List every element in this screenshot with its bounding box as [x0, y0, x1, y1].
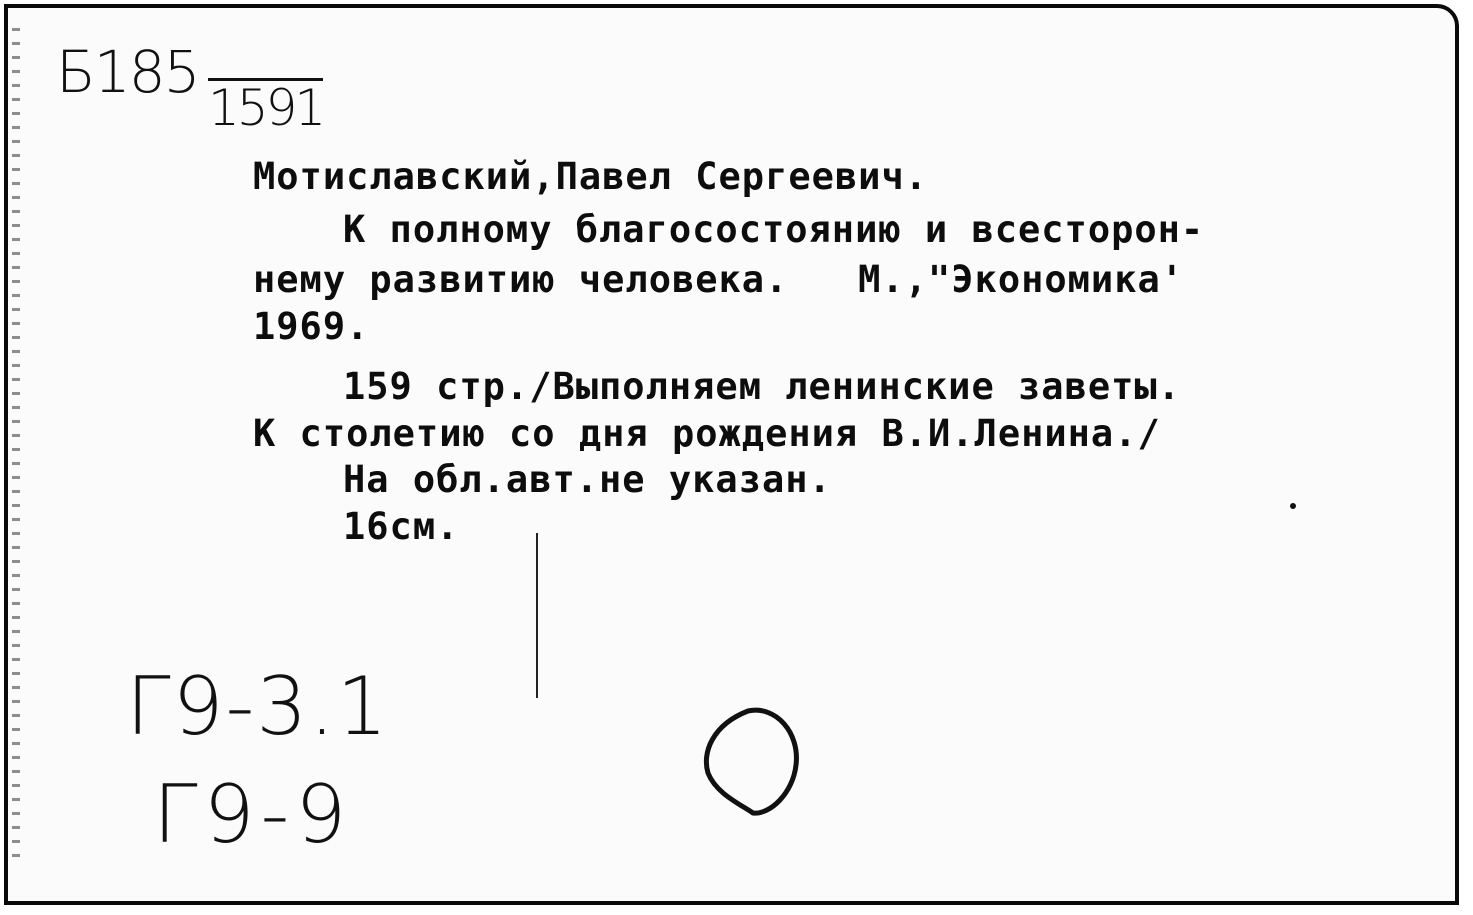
note-line: На обл.авт.не указан. — [343, 458, 832, 501]
catalog-card — [4, 4, 1459, 905]
year-line: 1969. — [253, 305, 370, 348]
pencil-vertical-line — [536, 533, 538, 698]
card-edge-perforation — [12, 28, 20, 858]
series-line-2: К столетию со дня рождения В.И.Ленина./ — [253, 412, 1161, 455]
ink-speck — [1290, 503, 1296, 509]
classification-mark-2: Г9-9 — [153, 768, 353, 861]
author-line: Мотиславский,Павел Сергеевич. — [253, 155, 929, 198]
pages-series-line: 159 стр./Выполняем ленинские заветы. — [343, 365, 1181, 408]
shelf-mark-primary: Б185 — [56, 38, 199, 106]
classification-mark-1: Г9-3.1 — [126, 660, 390, 753]
title-line-2: нему развитию человека. М.,"Экономика' — [253, 258, 1185, 301]
title-line-1: К полному благосостоянию и всесторон- — [343, 208, 1205, 251]
shelf-mark-secondary: 1591 — [208, 79, 324, 137]
size-line: 16см. — [343, 505, 460, 548]
handwritten-circle-mark — [698, 703, 803, 823]
